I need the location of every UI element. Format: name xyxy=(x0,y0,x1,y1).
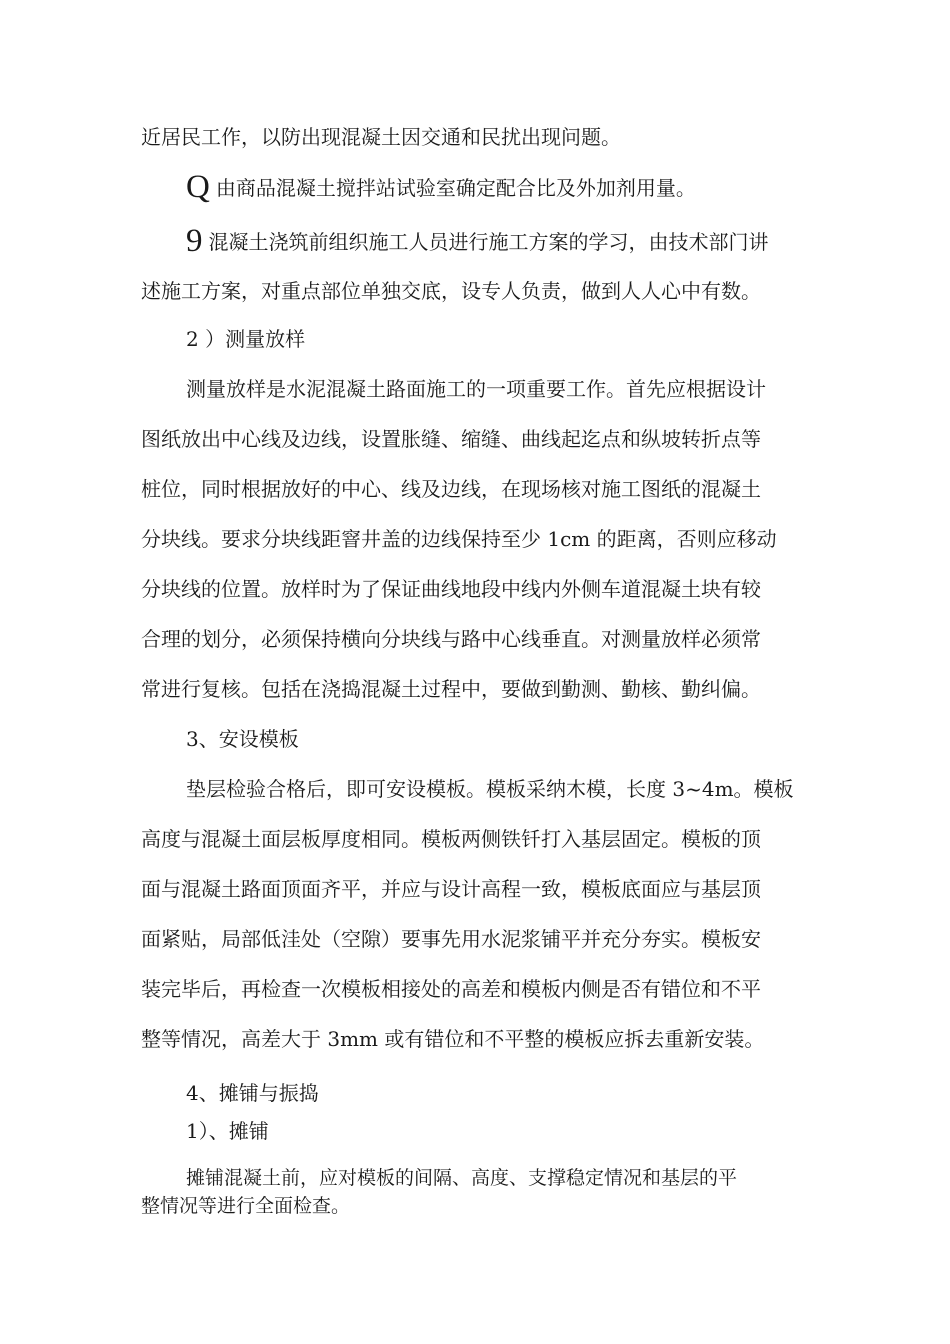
paragraph-line: 合理的划分，必须保持横向分块线与路中心线垂直。对测量放样必须常 xyxy=(141,627,761,651)
paragraph-line: 整等情况，高差大于 3mm 或有错位和不平整的模板应拆去重新安装。 xyxy=(141,1027,765,1051)
section-heading: 3、安设模板 xyxy=(186,727,299,751)
paragraph-line: 高度与混凝土面层板厚度相同。模板两侧铁钎打入基层固定。模板的顶 xyxy=(141,827,761,851)
paragraph-line: 面紧贴，局部低洼处（空隙）要事先用水泥浆铺平并充分夯实。模板安 xyxy=(141,927,761,951)
list-marker: 9 xyxy=(186,223,203,259)
paragraph-line: 装完毕后，再检查一次模板相接处的高差和模板内侧是否有错位和不平 xyxy=(141,977,761,1001)
paragraph-line: 整情况等进行全面检查。 xyxy=(141,1195,351,1217)
paragraph-line: 垫层检验合格后，即可安设模板。模板采纳木模，长度 3~4m。模板 xyxy=(186,777,794,801)
paragraph-line: 摊铺混凝土前，应对模板的间隔、高度、支撑稳定情况和基层的平 xyxy=(186,1167,738,1189)
section-heading: 2 ）测量放样 xyxy=(186,327,306,351)
paragraph-line: 测量放样是水泥混凝土路面施工的一项重要工作。首先应根据设计 xyxy=(186,377,766,401)
paragraph-line: 近居民工作，以防出现混凝土因交通和民扰出现问题。 xyxy=(141,125,621,149)
paragraph-line: 由商品混凝土搅拌站试验室确定配合比及外加剂用量。 xyxy=(215,176,696,200)
paragraph-line: 图纸放出中心线及边线，设置胀缝、缩缝、曲线起迄点和纵坡转折点等 xyxy=(141,427,761,451)
paragraph-line: 分块线。要求分块线距窨井盖的边线保持至少 1cm 的距离，否则应移动 xyxy=(141,527,777,551)
paragraph-line: 混凝土浇筑前组织施工人员进行施工方案的学习，由技术部门讲 xyxy=(208,230,769,254)
paragraph-line: 分块线的位置。放样时为了保证曲线地段中线内外侧车道混凝土块有较 xyxy=(141,577,761,601)
list-item-9 xyxy=(186,223,866,259)
subsection-heading: 1）、摊铺 xyxy=(186,1119,269,1143)
paragraph-line: 桩位，同时根据放好的中心、线及边线，在现场核对施工图纸的混凝土 xyxy=(141,477,761,501)
paragraph-line: 常进行复核。包括在浇捣混凝土过程中，要做到勤测、勤核、勤纠偏。 xyxy=(141,677,761,701)
section-heading: 4、摊铺与振捣 xyxy=(186,1081,319,1105)
list-marker: Q xyxy=(186,169,210,205)
paragraph-line: 面与混凝土路面顶面齐平，并应与设计高程一致，模板底面应与基层顶 xyxy=(141,877,761,901)
paragraph-line: 述施工方案，对重点部位单独交底，设专人负责，做到人人心中有数。 xyxy=(141,279,761,303)
list-item-q xyxy=(186,169,866,205)
